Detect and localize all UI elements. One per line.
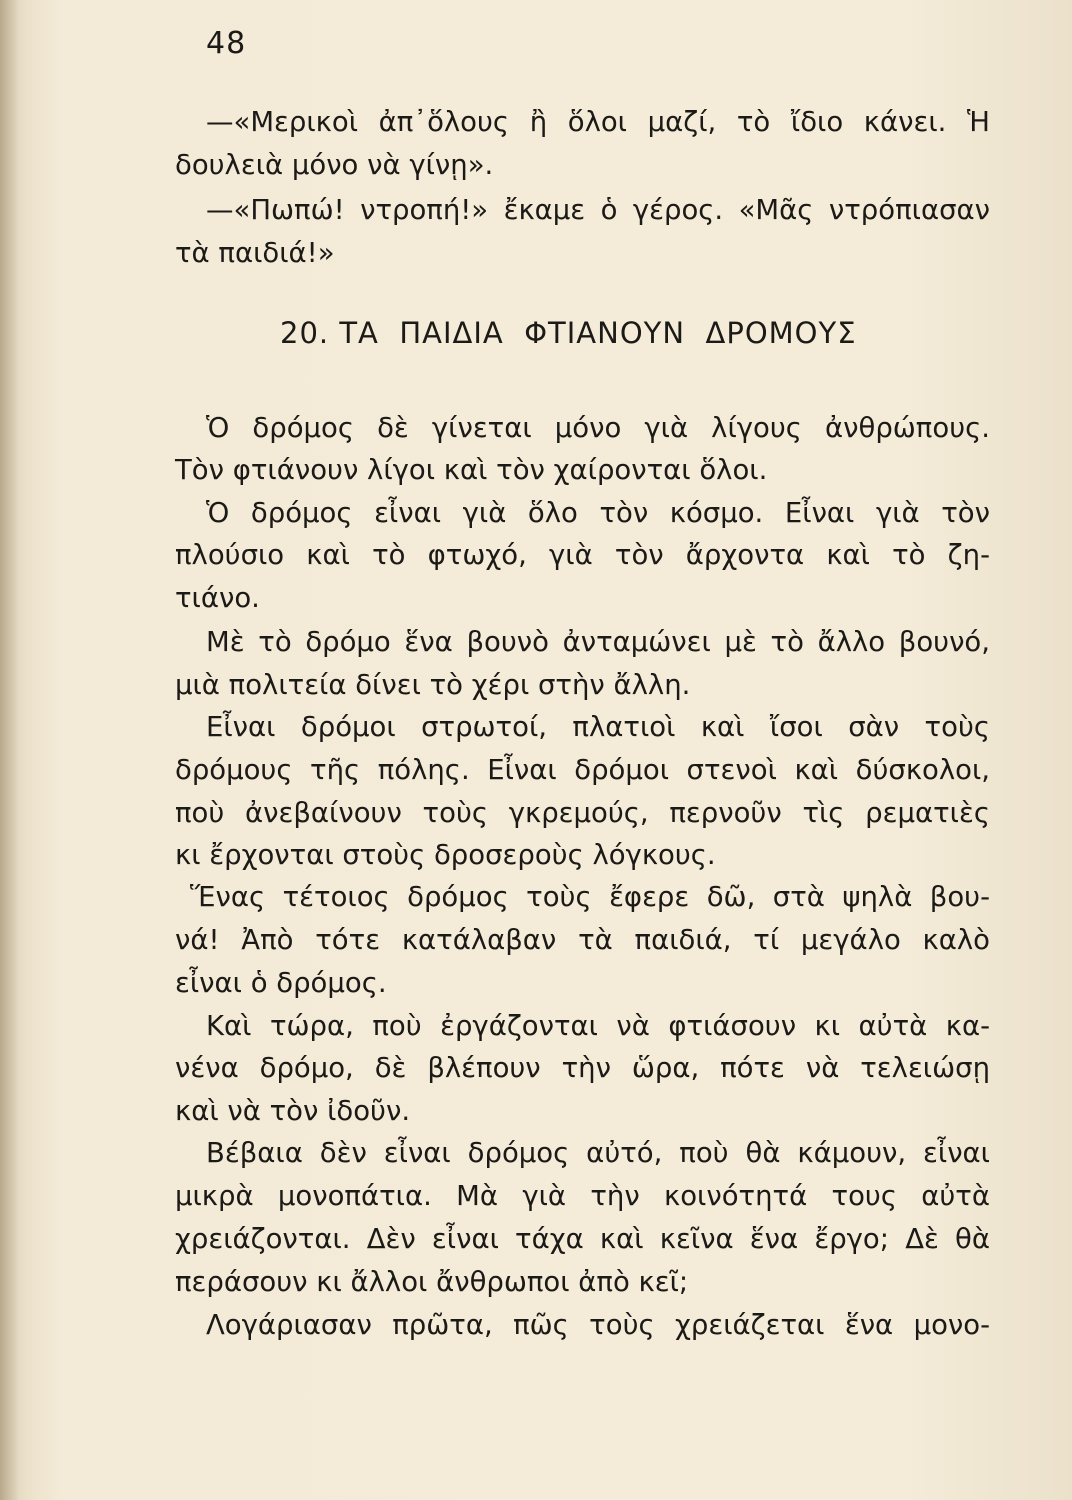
text-line: Μὲ τὸ δρόμο ἕνα βουνὸ ἀνταμώνει μὲ τὸ ἄλλο βουνό, — [206, 626, 990, 658]
page-number: 48 — [206, 26, 247, 61]
text-line: Ἕνας τέτοιος δρόμος τοὺς ἔφερε δῶ, στὰ ψηλὰ βου- — [190, 881, 990, 913]
text-line: Εἶναι δρόμοι στρωτοί, πλατιοὶ καὶ ἴσοι σὰν τοὺς — [206, 711, 990, 743]
text-line: τιάνο. — [175, 582, 260, 614]
text-line: Ὁ δρόμος δὲ γίνεται μόνο γιὰ λίγους ἀνθρώπους. — [206, 412, 990, 444]
text-line: χρειάζονται. Δὲν εἶναι τάχα καὶ κεῖνα ἕνα ἔργο; Δὲ θὰ — [175, 1223, 990, 1255]
text-line: νά! Ἀπὸ τότε κατάλαβαν τὰ παιδιά, τί μεγάλο καλὸ — [175, 924, 990, 956]
text-line: καὶ νὰ τὸν ἰδοῦν. — [175, 1095, 411, 1127]
text-line: Βέβαια δὲν εἶναι δρόμος αὐτό, ποὺ θὰ κάμουν, εἶναι — [206, 1137, 990, 1169]
text-line: εἶναι ὁ δρόμος. — [175, 967, 387, 999]
text-line: μικρὰ μονοπάτια. Μὰ γιὰ τὴν κοινότητά τους αὐτὰ — [175, 1180, 990, 1212]
text-line: —«Πωπώ! ντροπή!» ἔκαμε ὁ γέρος. «Μᾶς ντρόπιασαν — [206, 194, 990, 226]
text-line: δρόμους τῆς πόλης. Εἶναι δρόμοι στενοὶ καὶ δύσκολοι, — [175, 754, 990, 786]
text-line: μιὰ πολιτεία δίνει τὸ χέρι στὴν ἄλλη. — [175, 669, 691, 701]
section-heading: 20. ΤΑ ΠΑΙΔΙΑ ΦΤΙΑΝΟΥΝ ΔΡΟΜΟΥΣ — [280, 316, 857, 350]
page-fold-shadow — [0, 0, 18, 1500]
text-line: Λογάριασαν πρῶτα, πῶς τοὺς χρειάζεται ἕνα μονο- — [206, 1309, 990, 1341]
text-line: τὰ παιδιά!» — [175, 237, 335, 269]
text-line: κι ἔρχονται στοὺς δροσεροὺς λόγκους. — [175, 839, 716, 871]
text-line: περάσουν κι ἄλλοι ἄνθρωποι ἀπὸ κεῖ; — [175, 1266, 689, 1298]
text-line: πλούσιο καὶ τὸ φτωχό, γιὰ τὸν ἄρχοντα καὶ τὸ ζη- — [175, 539, 990, 571]
text-line: Ὁ δρόμος εἶναι γιὰ ὅλο τὸν κόσμο. Εἶναι γιὰ τὸν — [206, 497, 990, 529]
text-line: ποὺ ἀνεβαίνουν τοὺς γκρεμούς, περνοῦν τὶς ρεματιὲς — [175, 797, 990, 829]
text-line: Τὸν φτιάνουν λίγοι καὶ τὸν χαίρονται ὅλοι. — [175, 454, 768, 486]
text-line: —«Μερικοὶ ἀπ᾿ὅλους ἢ ὅλοι μαζί, τὸ ἴδιο κάνει. Ἡ — [206, 106, 990, 138]
text-line: δουλειὰ μόνο νὰ γίνῃ». — [175, 149, 494, 181]
text-line: Καὶ τώρα, ποὺ ἐργάζονται νὰ φτιάσουν κι αὐτὰ κα- — [206, 1010, 990, 1042]
text-line: νένα δρόμο, δὲ βλέπουν τὴν ὥρα, πότε νὰ τελειώσῃ — [175, 1052, 990, 1084]
